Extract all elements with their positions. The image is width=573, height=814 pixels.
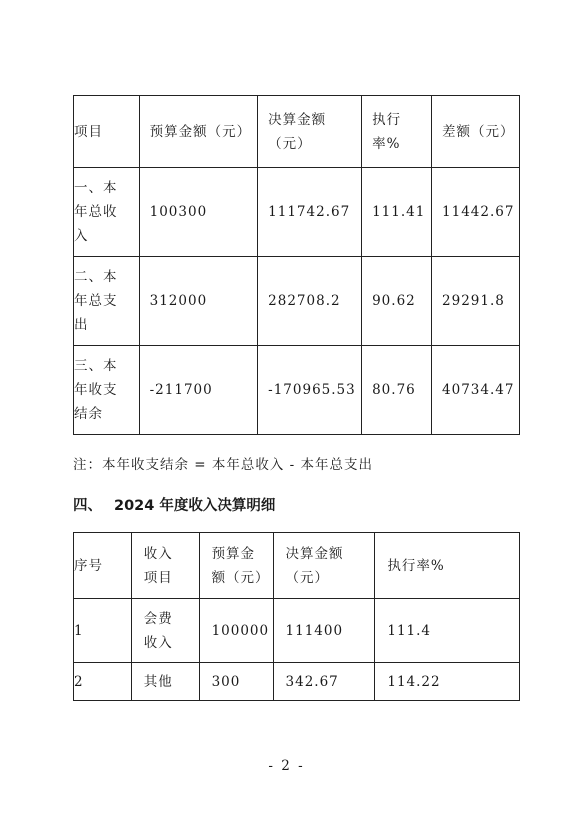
budget-value: 300 [199, 663, 273, 701]
table-row [74, 663, 520, 701]
final-value: -170965.53 [258, 346, 362, 435]
final-value: 282708.2 [258, 257, 362, 346]
header-cell-difference: 差额（元） [432, 96, 520, 168]
table-row [74, 168, 520, 257]
index-value: 1 [74, 599, 132, 663]
difference-value: 40734.47 [432, 346, 520, 435]
rate-value: 90.62 [362, 257, 432, 346]
header-cell-income-item: 收入 项目 [131, 533, 199, 599]
row-label: 一、本 年总收 入 [74, 168, 140, 257]
header-cell-final: 决算金额 （元） [258, 96, 362, 168]
difference-value: 11442.67 [432, 168, 520, 257]
budget-value: -211700 [139, 346, 258, 435]
section-heading [73, 495, 275, 517]
income-detail-table [73, 532, 520, 701]
rate-value: 111.41 [362, 168, 432, 257]
table-header-row [74, 96, 520, 168]
budget-summary-table [73, 95, 520, 435]
table-header-row [74, 533, 520, 599]
header-cell-index: 序号 [74, 533, 132, 599]
header-cell-rate: 执行率% [375, 533, 520, 599]
rate-value: 80.76 [362, 346, 432, 435]
income-item: 其他 [131, 663, 199, 701]
section-number: 四、 [73, 498, 102, 514]
budget-value: 312000 [139, 257, 258, 346]
header-cell-item: 项目 [74, 96, 140, 168]
final-value: 111400 [273, 599, 375, 663]
page-number: - 2 - [268, 758, 305, 774]
row-label: 二、本 年总支 出 [74, 257, 140, 346]
income-item: 会费 收入 [131, 599, 199, 663]
rate-value: 114.22 [375, 663, 520, 701]
final-value: 342.67 [273, 663, 375, 701]
table-row [74, 599, 520, 663]
table-note: 注：本年收支结余 = 本年总收入 - 本年总支出 [73, 457, 374, 473]
final-value: 111742.67 [258, 168, 362, 257]
budget-value: 100300 [139, 168, 258, 257]
rate-value: 111.4 [375, 599, 520, 663]
header-cell-rate: 执行 率% [362, 96, 432, 168]
table-row [74, 257, 520, 346]
index-value: 2 [74, 663, 132, 701]
header-cell-budget: 预算金 额（元） [199, 533, 273, 599]
row-label: 三、本 年收支 结余 [74, 346, 140, 435]
table-row [74, 346, 520, 435]
section-title: 2024 年度收入决算明细 [114, 498, 276, 514]
header-cell-final: 决算金额 （元） [273, 533, 375, 599]
budget-value: 100000 [199, 599, 273, 663]
header-cell-budget: 预算金额（元） [139, 96, 258, 168]
difference-value: 29291.8 [432, 257, 520, 346]
